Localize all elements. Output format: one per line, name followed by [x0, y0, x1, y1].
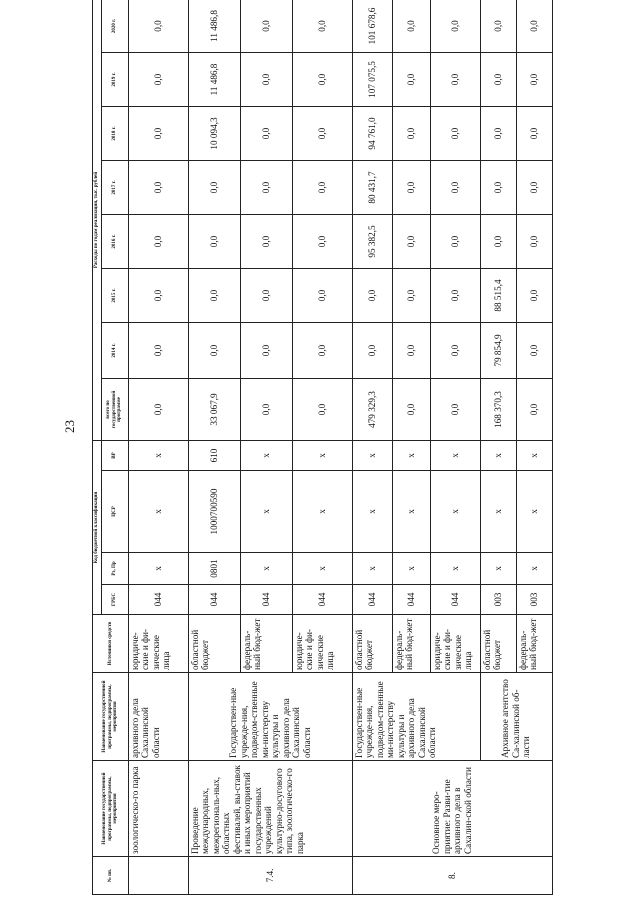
csr-cell: x [516, 471, 552, 553]
y2016-cell: 0,0 [392, 215, 430, 269]
rzpr-cell: x [128, 553, 188, 585]
header-2017: 2017 г. [101, 161, 128, 215]
header-source: Источники средств [93, 615, 129, 673]
csr-cell: x [392, 471, 430, 553]
header-2014: 2014 г. [101, 323, 128, 379]
y2018-cell: 0,0 [292, 107, 352, 161]
source: областной бюджет [188, 615, 240, 673]
y2020-cell: 0,0 [516, 0, 552, 53]
rzpr-cell: x [292, 553, 352, 585]
row-number: 8. [352, 857, 552, 895]
csr-cell: x [352, 471, 392, 553]
total-cell: 33 067,9 [188, 379, 240, 441]
vr-cell: x [128, 441, 188, 471]
header-2019: 2019 г. [101, 53, 128, 107]
y2014-cell: 0,0 [430, 323, 480, 379]
csr-cell: x [292, 471, 352, 553]
y2019-cell: 0,0 [392, 53, 430, 107]
y2019-cell: 0,0 [292, 53, 352, 107]
rzpr-cell: x [352, 553, 392, 585]
budget-table-container [92, 7, 548, 895]
table-row [188, 0, 240, 895]
y2017-cell: 0,0 [430, 161, 480, 215]
y2020-cell: 0,0 [240, 0, 292, 53]
vr-cell: x [240, 441, 292, 471]
y2018-cell: 0,0 [430, 107, 480, 161]
y2017-cell: 0,0 [292, 161, 352, 215]
header-grbs: ГРБС [101, 585, 128, 615]
total-cell: 0,0 [430, 379, 480, 441]
header-total: всего по государственной программе [101, 379, 128, 441]
y2015-cell: 88 515,4 [480, 269, 516, 323]
y2017-cell: 0,0 [480, 161, 516, 215]
vr-cell: x [430, 441, 480, 471]
total-cell: 0,0 [292, 379, 352, 441]
executor: Государствен-ные учрежде-ния, подведом-ственные ми-нистерству культуры и архивного дела Сахалинской области [352, 673, 480, 761]
y2017-cell: 0,0 [240, 161, 292, 215]
y2019-cell: 0,0 [128, 53, 188, 107]
y2020-cell: 0,0 [430, 0, 480, 53]
rzpr-cell: x [392, 553, 430, 585]
csr-cell: x [480, 471, 516, 553]
y2016-cell: 0,0 [188, 215, 240, 269]
header-2018: 2018 г. [101, 107, 128, 161]
header-expenses: Расходы по годам реализации, тыс. рублей [93, 0, 102, 441]
grbs-cell: 044 [392, 585, 430, 615]
y2016-cell: 0,0 [430, 215, 480, 269]
y2017-cell: 80 431,7 [352, 161, 392, 215]
total-cell: 0,0 [128, 379, 188, 441]
y2019-cell: 107 075,5 [352, 53, 392, 107]
csr-cell: x [128, 471, 188, 553]
source: юридиче-ские и фи-зические лица [292, 615, 352, 673]
y2015-cell: 0,0 [516, 269, 552, 323]
executor: архивного дела Сахалинской области [128, 673, 188, 761]
y2015-cell: 0,0 [240, 269, 292, 323]
vr-cell: x [516, 441, 552, 471]
y2020-cell: 0,0 [292, 0, 352, 53]
y2015-cell: 0,0 [128, 269, 188, 323]
table-row [352, 0, 392, 895]
header-vr: ВР [101, 441, 128, 471]
header-2016: 2016 г. [101, 215, 128, 269]
vr-cell: x [292, 441, 352, 471]
y2016-cell: 0,0 [128, 215, 188, 269]
program-name: зоологическо-го парка [128, 761, 188, 857]
total-cell: 0,0 [516, 379, 552, 441]
total-cell: 0,0 [392, 379, 430, 441]
grbs-cell: 044 [240, 585, 292, 615]
rzpr-cell: 0801 [188, 553, 240, 585]
row-number [128, 857, 188, 895]
total-cell: 0,0 [240, 379, 292, 441]
y2017-cell: 0,0 [392, 161, 430, 215]
table-row [128, 0, 188, 895]
y2014-cell: 0,0 [188, 323, 240, 379]
rzpr-cell: x [516, 553, 552, 585]
y2018-cell: 10 094,3 [188, 107, 240, 161]
source: областной бюджет [480, 615, 516, 673]
grbs-cell: 044 [352, 585, 392, 615]
csr-cell: 1000700590 [188, 471, 240, 553]
y2017-cell: 0,0 [516, 161, 552, 215]
y2016-cell: 0,0 [240, 215, 292, 269]
y2014-cell: 0,0 [292, 323, 352, 379]
y2018-cell: 0,0 [392, 107, 430, 161]
y2018-cell: 0,0 [128, 107, 188, 161]
executor: Государствен-ные учрежде-ния, подведом-ственные ми-нистерству культуры и архивного дела Сахалинской области [188, 673, 352, 761]
csr-cell: x [430, 471, 480, 553]
row-number: 7.4. [188, 857, 352, 895]
y2015-cell: 0,0 [430, 269, 480, 323]
header-rzpr: Рз, Пр [101, 553, 128, 585]
y2016-cell: 95 382,5 [352, 215, 392, 269]
grbs-cell: 003 [480, 585, 516, 615]
y2016-cell: 0,0 [480, 215, 516, 269]
y2016-cell: 0,0 [292, 215, 352, 269]
y2014-cell: 0,0 [352, 323, 392, 379]
y2016-cell: 0,0 [516, 215, 552, 269]
y2014-cell: 0,0 [516, 323, 552, 379]
budget-table [92, 0, 553, 895]
source: федераль-ный бюд-жет [240, 615, 292, 673]
program-name: Основное меро-приятие: Разви-тие архивного дела в Сахалин-ской области [352, 761, 552, 857]
y2020-cell: 0,0 [392, 0, 430, 53]
source: федераль-ный бюд-жет [392, 615, 430, 673]
header-no: № пп. [93, 857, 129, 895]
vr-cell: x [392, 441, 430, 471]
y2018-cell: 0,0 [516, 107, 552, 161]
grbs-cell: 044 [128, 585, 188, 615]
y2018-cell: 94 761,0 [352, 107, 392, 161]
header-budget-codes: Код бюджетной классификации [93, 441, 102, 615]
grbs-cell: 044 [430, 585, 480, 615]
y2018-cell: 0,0 [240, 107, 292, 161]
header-2015: 2015 г. [101, 269, 128, 323]
source: юридиче-ские и фи-зические лица [430, 615, 480, 673]
source: областной бюджет [352, 615, 392, 673]
header-program-name: Наименование государственной программы, подпрограммы, мероприятия [93, 761, 129, 857]
vr-cell: x [352, 441, 392, 471]
rzpr-cell: x [480, 553, 516, 585]
y2019-cell: 11 486,8 [188, 53, 240, 107]
y2015-cell: 0,0 [292, 269, 352, 323]
y2015-cell: 0,0 [188, 269, 240, 323]
rzpr-cell: x [430, 553, 480, 585]
y2019-cell: 0,0 [480, 53, 516, 107]
y2020-cell: 11 486,8 [188, 0, 240, 53]
y2014-cell: 0,0 [392, 323, 430, 379]
program-name: Проведение международных, межрегиональ-ных, областных фестивалей, вы-ставок и иных мероприятий государственных учреждений культурно-досугового типа, зоологическо-го парка [188, 761, 352, 857]
total-cell: 479 329,3 [352, 379, 392, 441]
vr-cell: x [480, 441, 516, 471]
y2014-cell: 0,0 [240, 323, 292, 379]
y2017-cell: 0,0 [188, 161, 240, 215]
page-number: 23 [62, 420, 77, 433]
source: юридиче-ские и фи-зические лица [128, 615, 188, 673]
y2018-cell: 0,0 [480, 107, 516, 161]
y2015-cell: 0,0 [392, 269, 430, 323]
header-csr: ЦСР [101, 471, 128, 553]
header-executor: Наименование государственной программы, подпрограммы, мероприятия [93, 673, 129, 761]
table-row [480, 0, 516, 895]
y2014-cell: 0,0 [128, 323, 188, 379]
grbs-cell: 044 [292, 585, 352, 615]
vr-cell: 610 [188, 441, 240, 471]
y2015-cell: 0,0 [352, 269, 392, 323]
y2019-cell: 0,0 [240, 53, 292, 107]
y2020-cell: 101 678,6 [352, 0, 392, 53]
y2017-cell: 0,0 [128, 161, 188, 215]
y2019-cell: 0,0 [430, 53, 480, 107]
grbs-cell: 003 [516, 585, 552, 615]
header-2020: 2020 г. [101, 0, 128, 53]
executor: Архивное агентство Са-халинской об-ласти [480, 673, 552, 761]
y2020-cell: 0,0 [128, 0, 188, 53]
y2020-cell: 0,0 [480, 0, 516, 53]
source: федераль-ный бюд-жет [516, 615, 552, 673]
y2014-cell: 79 854,9 [480, 323, 516, 379]
csr-cell: x [240, 471, 292, 553]
rzpr-cell: x [240, 553, 292, 585]
total-cell: 168 370,3 [480, 379, 516, 441]
grbs-cell: 044 [188, 585, 240, 615]
y2019-cell: 0,0 [516, 53, 552, 107]
